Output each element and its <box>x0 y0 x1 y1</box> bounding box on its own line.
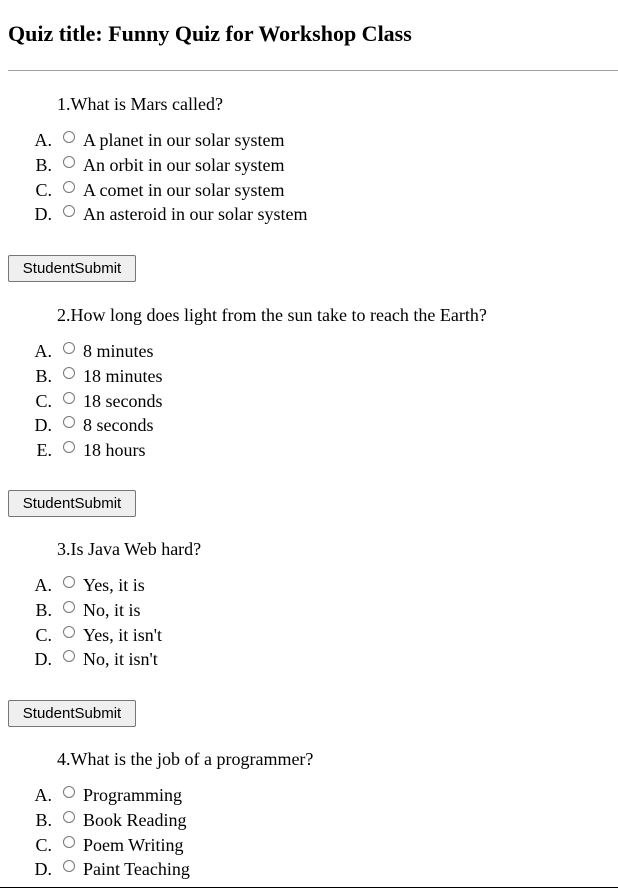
question-1-submit-button[interactable]: StudentSubmit <box>8 255 136 282</box>
option-letter: B. <box>35 154 52 175</box>
radio-button[interactable] <box>63 441 75 453</box>
radio-button[interactable] <box>63 156 75 168</box>
radio-button[interactable] <box>63 836 75 848</box>
radio-button[interactable] <box>63 811 75 823</box>
option-label[interactable]: 18 seconds <box>83 390 163 411</box>
option-label[interactable]: Book Reading <box>83 809 187 830</box>
option-letter: A. <box>34 130 52 150</box>
option-label[interactable]: An orbit in our solar system <box>83 154 285 175</box>
option-label[interactable]: 8 seconds <box>83 415 154 436</box>
quiz-title: Quiz title: Funny Quiz for Workshop Class <box>8 21 412 46</box>
option-label[interactable]: An asteroid in our solar system <box>83 204 308 225</box>
option-label[interactable]: Poem Writing <box>83 834 184 855</box>
option-letter: D. <box>34 415 52 436</box>
option-label[interactable]: 8 minutes <box>83 341 154 361</box>
radio-button[interactable] <box>63 786 75 798</box>
option-label[interactable]: No, it isn't <box>83 649 158 670</box>
radio-button[interactable] <box>63 626 75 638</box>
question-3-text: 3.Is Java Web hard? <box>57 539 202 559</box>
radio-button[interactable] <box>63 650 75 662</box>
option-label[interactable]: A planet in our solar system <box>83 130 285 150</box>
question-2-text: 2.How long does light from the sun take to reach the Earth? <box>57 305 487 325</box>
option-label[interactable]: No, it is <box>83 599 141 620</box>
radio-button[interactable] <box>63 576 75 588</box>
option-letter: C. <box>35 834 52 855</box>
question-4-text: 4.What is the job of a programmer? <box>57 749 314 769</box>
option-label[interactable]: Paint Teaching <box>83 859 190 880</box>
option-label[interactable]: 18 hours <box>83 440 146 461</box>
option-letter: D. <box>34 204 52 225</box>
question-3-submit-button[interactable]: StudentSubmit <box>8 700 136 727</box>
option-letter: A. <box>34 575 52 595</box>
option-letter: A. <box>34 785 52 805</box>
option-label[interactable]: Yes, it is <box>83 575 145 595</box>
radio-button[interactable] <box>63 131 75 143</box>
radio-button[interactable] <box>63 205 75 217</box>
radio-button[interactable] <box>63 601 75 613</box>
question-1-text: 1.What is Mars called? <box>57 94 223 114</box>
option-label[interactable]: Programming <box>83 785 182 805</box>
option-label[interactable]: A comet in our solar system <box>83 179 285 200</box>
radio-button[interactable] <box>63 181 75 193</box>
option-letter: B. <box>35 599 52 620</box>
radio-button[interactable] <box>63 367 75 379</box>
option-letter: C. <box>35 179 52 200</box>
option-letter: A. <box>34 341 52 361</box>
option-letter: D. <box>34 859 52 880</box>
option-letter: C. <box>35 624 52 645</box>
radio-button[interactable] <box>63 416 75 428</box>
option-label[interactable]: 18 minutes <box>83 365 163 386</box>
option-letter: D. <box>34 649 52 670</box>
radio-button[interactable] <box>63 392 75 404</box>
option-label[interactable]: Yes, it isn't <box>83 624 162 645</box>
option-letter: B. <box>35 809 52 830</box>
question-2-submit-button[interactable]: StudentSubmit <box>8 490 136 517</box>
viewport-bottom-edge <box>0 887 618 888</box>
option-letter: C. <box>35 390 52 411</box>
option-letter: E. <box>36 440 52 461</box>
radio-button[interactable] <box>63 860 75 872</box>
title-divider <box>8 70 618 71</box>
radio-button[interactable] <box>63 342 75 354</box>
option-letter: B. <box>35 365 52 386</box>
